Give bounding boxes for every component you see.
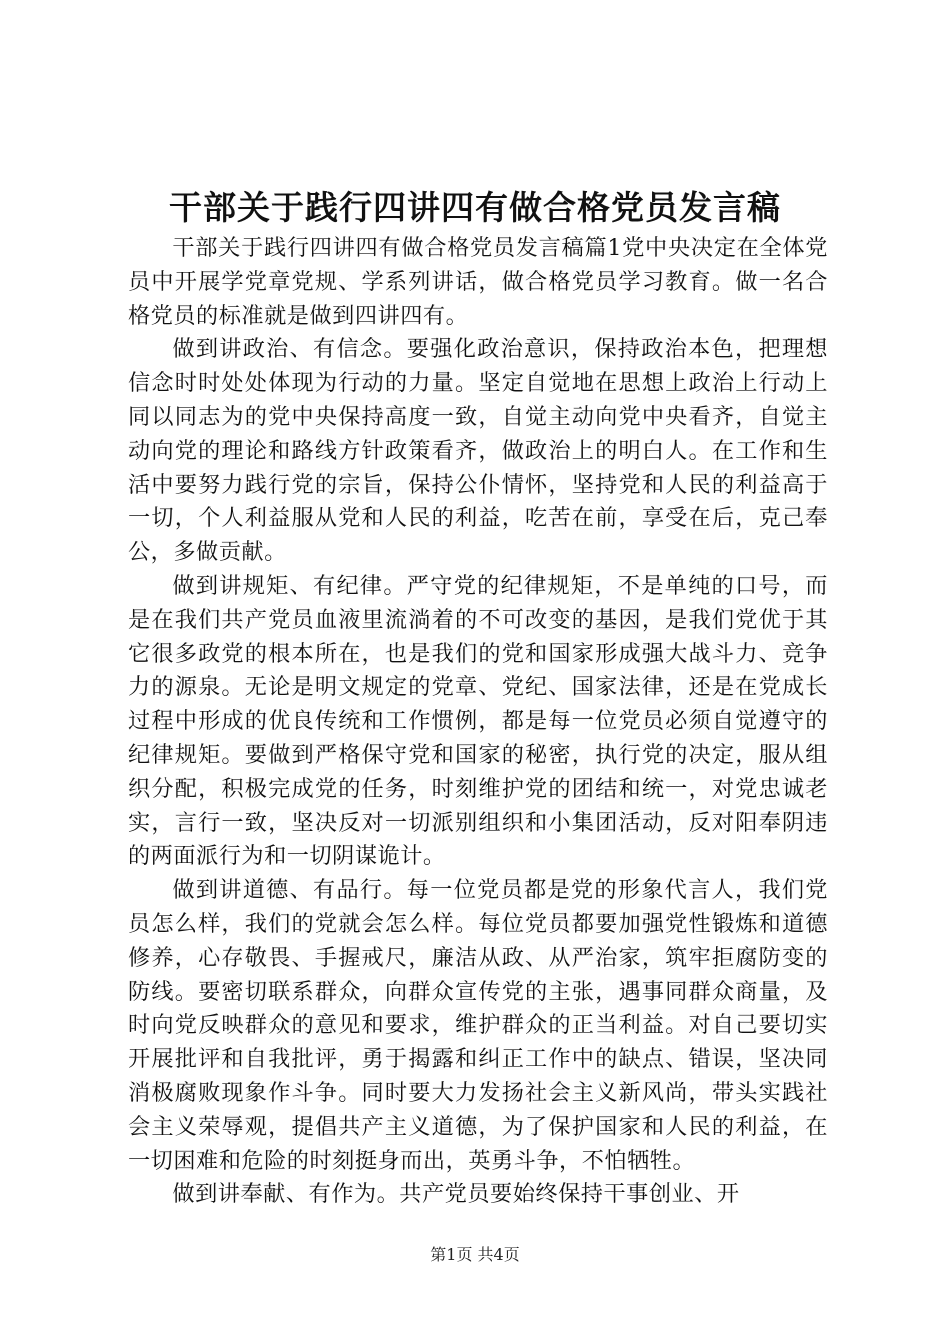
document-body xyxy=(128,232,828,1212)
page-number-footer: 第1页 共4页 xyxy=(430,1245,520,1264)
paragraph-morality: 做到讲道德、有品行。每一位党员都是党的形象代言人，我们党员怎么样，我们的党就会怎么样。每位党员都要加强党性锻炼和道德修养，心存敬畏、手握戒尺，廉洁从政、从严治家，筑牢拒腐防变的防线。要密切联系群众，向群众宣传党的主张，遇事同群众商量，及时向党反映群众的意见和要求，维护群众的正当利益。对自己要切实开展批评和自我批评，勇于揭露和纠正工作中的缺点、错误，坚决同消极腐败现象作斗争。同时要大力发扬社会主义新风尚，带头实践社会主义荣辱观，提倡共产主义道德，为了保护国家和人民的利益，在一切困难和危险的时刻挺身而出，英勇斗争，不怕牺牲。 xyxy=(128,877,828,1174)
document-title: 干部关于践行四讲四有做合格党员发言稿 xyxy=(169,188,781,227)
paragraph-dedication: 做到讲奉献、有作为。共产党员要始终保持干事创业、开 xyxy=(172,1181,740,1208)
paragraph-politics: 做到讲政治、有信念。要强化政治意识，保持政治本色，把理想信念时时处处体现为行动的力量。坚定自觉地在思想上政治上行动上同以同志为的党中央保持高度一致，自觉主动向党中央看齐，自觉主动向党的理论和路线方针政策看齐，做政治上的明白人。在工作和生活中要努力践行党的宗旨，保持公仆情怀，坚持党和人民的利益高于一切，个人利益服从党和人民的利益，吃苦在前，享受在后，克己奉公，多做贡献。 xyxy=(128,336,828,566)
paragraph-intro: 干部关于践行四讲四有做合格党员发言稿篇1党中央决定在全体党员中开展学党章党规、学系列讲话，做合格党员学习教育。做一名合格党员的标准就是做到四讲四有。 xyxy=(128,235,828,329)
paragraph-discipline: 做到讲规矩、有纪律。严守党的纪律规矩，不是单纯的口号，而是在我们共产党员血液里流淌着的不可改变的基因，是我们党优于其它很多政党的根本所在，也是我们的党和国家形成强大战斗力、竞争力的源泉。无论是明文规定的党章、党纪、国家法律，还是在党成长过程中形成的优良传统和工作惯例，都是每一位党员必须自觉遵守的纪律规矩。要做到严格保守党和国家的秘密，执行党的决定，服从组织分配，积极完成党的任务，时刻维护党的团结和统一，对党忠诚老实，言行一致，坚决反对一切派别组织和小集团活动，反对阳奉阴违的两面派行为和一切阴谋诡计。 xyxy=(128,572,828,870)
